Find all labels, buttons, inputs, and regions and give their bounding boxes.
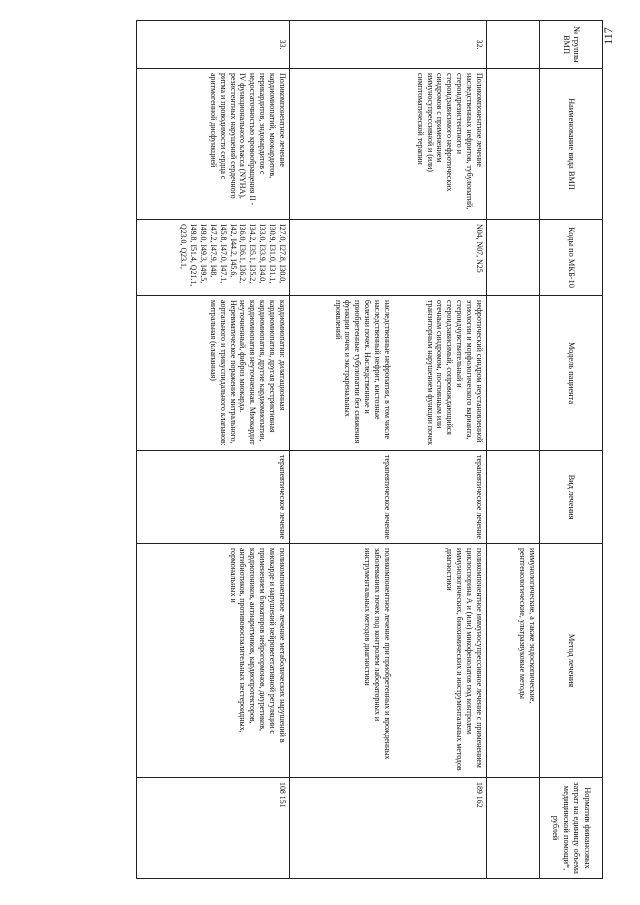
cell-codes: I27.0, I27.8, I30.0, I30.9, I31.0, I31.1, I33.0, I33.9, I34.0, I34.2, I35.1, I35.2, I36.0, I36.1, I36.2, I42, I44.2, I45.6, I45.8, I47.0, I47.1, I47.2, I47.9, I48, I49.0, I49.3, I49.5, I49.8, I51.4, Q21.1, Q23.0, Q23.1, <box>137 220 290 296</box>
header-row <box>540 21 603 879</box>
cell-method-continued: иммунологические, а также эндоскопические, рентгенологические, ультразвуковые методы <box>487 544 540 778</box>
cell-method: поликомпонентное лечение при приобретенных и врожденных заболеваниях почек под контролем лабораторных и инструментальных методов диагностики <box>290 544 395 778</box>
header-cost: Норматив финансовых затрат на единицу объема медицинской помощи*, рублей <box>540 778 603 879</box>
header-group: № группы ВМП <box>540 21 603 69</box>
header-type: Вид лечения <box>540 451 603 544</box>
cell-type: терапевтическое лечение <box>290 451 395 544</box>
cell-cost: 189 162 <box>290 778 487 879</box>
header-codes: Коды по МКБ-10 <box>540 220 603 296</box>
table-row-32 <box>394 21 487 879</box>
cell-type: терапевтическое лечение <box>394 451 487 544</box>
cell-group: 33. <box>137 21 290 69</box>
header-model: Модель пациента <box>540 296 603 451</box>
cell-model: наследственные нефропатии, в том числе наследственный нефрит, кистозные болезни почек. Наследственные и приобретенные тубулопатии без снижения функции почек и экстраренальных проявлений <box>290 296 395 451</box>
cell-model: кардиомиопатии: дилатационная кардиомиопатия, другая рестриктивная кардиомиопатия, другие кардиомиопатии, кардиомиопатия неуточненная. Миокардит неуточненный, фиброз миокарда. Неревматическое поражение митрального, аортального и трикуспидального клапанов: митральная (клапанная) <box>137 296 290 451</box>
cell-name: Поликомпонентное лечение кардиомиопатий, миокардитов, перикардитов, эндокардитов с недостаточностью кровообращения II - IV функционального класса (NYHA), резистентных нарушений сердечного ритма и проводимости сердца с аритмогенной дисфункцией <box>137 69 290 220</box>
table-row-continuation <box>487 21 540 879</box>
cell-group: 32. <box>394 21 487 69</box>
cell-model: нефротический синдром неустановленной этиологии и морфологического варианта, стероидчувствительный и стероидзависимый, сопровождающийся отечным синдромом, постоянным или транзиторным нарушением функции почек <box>394 296 487 451</box>
cell-name: Поликомпонентное лечение наследственных нефритов, тубулопатий, стероидрезистентного и стероидзависимого нефротических синдромов с применением иммуносупрессивной и (или) симптоматической терапии <box>290 69 487 220</box>
cell-method: поликомпонентное лечение метаболических нарушений в миокарде и нарушений нейровегетативной регуляции с применением блокаторов нейрогормонов, диуретиков, кардиотоников, антиаритмиков, кардиопротекторов, антибиотиков, противовоспалительных нестероидных, гормональных и <box>137 544 290 778</box>
page-number: 117 <box>601 27 615 45</box>
cell-type: терапевтическое лечение <box>137 451 290 544</box>
header-name: Наименование вида ВМП <box>540 69 603 220</box>
table-row-33 <box>137 21 290 879</box>
cell-codes: N04, N07, N25 <box>290 220 487 296</box>
vmp-table <box>136 20 603 879</box>
cell-method: поликомпонентное иммуносупрессивное лечение с применением циклоспорина А и (или) микофенолатов под контролем иммунологических, биохимических и инструментальных методов диагностики <box>394 544 487 778</box>
cell-cost: 108 151 <box>137 778 290 879</box>
header-method: Метод лечения <box>540 544 603 778</box>
